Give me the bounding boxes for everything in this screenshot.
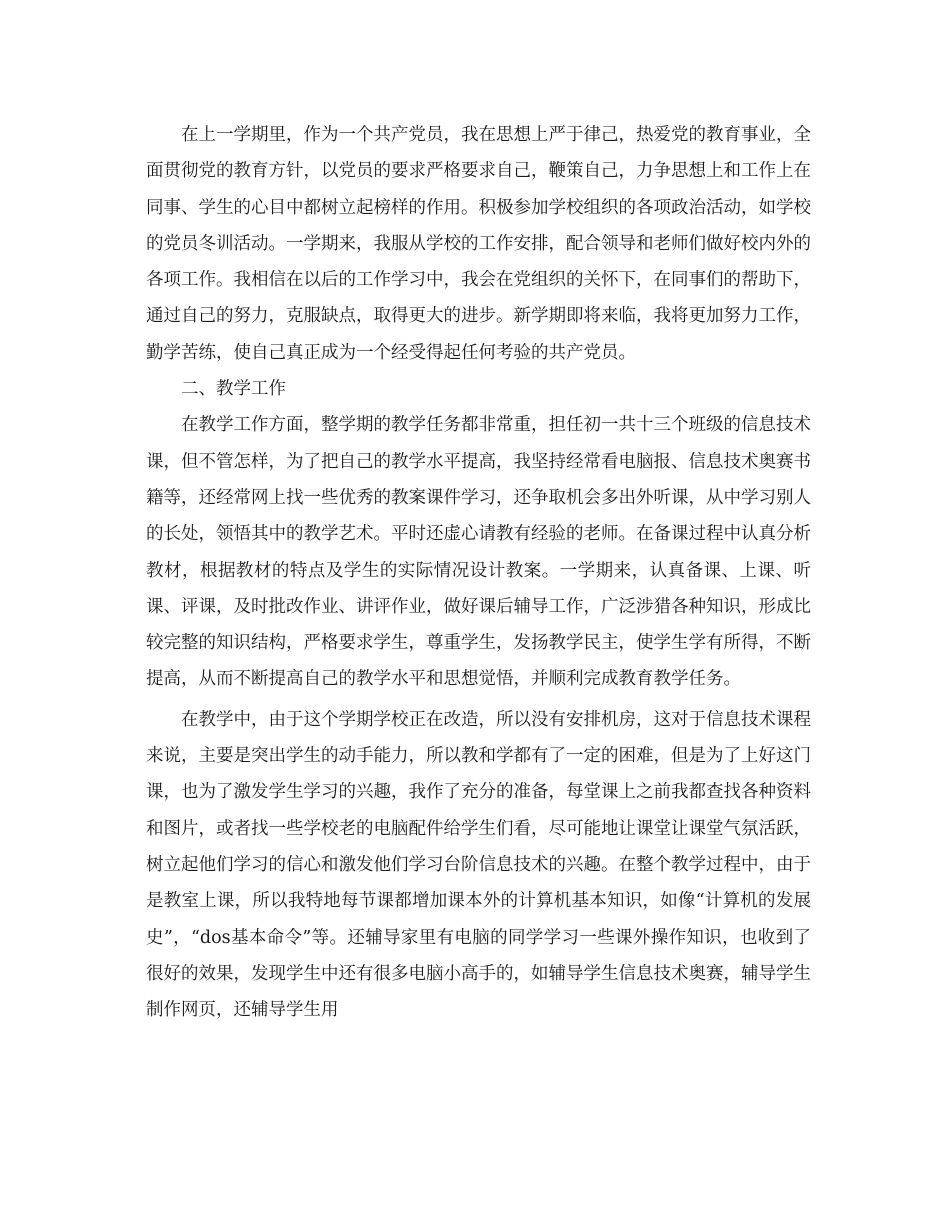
document-body [146,117,811,1028]
section-heading-teaching-work: 二、教学工作 [181,379,286,400]
paragraph-party-member: 在上一学期里，作为一个共产党员，我在思想上严于律己，热爱党的教育事业，全面贯彻党的教育方针，以党员的要求严格要求自己，鞭策自己，力争思想上和工作上在同事、学生的心目中都树立起榜样的作用。积极参加学校组织的各项政治活动，如学校的党员冬训活动。一学期来，我服从学校的工作安排，配合领导和老师们做好校内外的各项工作。我相信在以后的工作学习中，我会在党组织的关怀下，在同事们的帮助下，通过自己的努力，克服缺点，取得更大的进步。新学期即将来临，我将更加努力工作，勤学苦练，使自己真正成为一个经受得起任何考验的共产党员。 [146,125,811,363]
paragraph-teaching-work: 在教学工作方面，整学期的教学任务都非常重，担任初一共十三个班级的信息技术课，但不管怎样，为了把自己的教学水平提高，我坚持经常看电脑报、信息技术奥赛书籍等，还经常网上找一些优秀的教案课件学习，还争取机会多出外听课，从中学习别人的长处，领悟其中的教学艺术。平时还虚心请教有经验的老师。在备课过程中认真分析教材，根据教材的特点及学生的实际情况设计教案。一学期来，认真备课、上课、听课、评课，及时批改作业、讲评作业，做好课后辅导工作，广泛涉猎各种知识，形成比较完整的知识结构，严格要求学生，尊重学生，发扬教学民主，使学生学有所得，不断提高，从而不断提高自己的教学水平和思想觉悟，并顺利完成教育教学任务。 [146,415,811,690]
paragraph-classroom-teaching: 在教学中，由于这个学期学校正在改造，所以没有安排机房，这对于信息技术课程来说，主要是突出学生的动手能力，所以教和学都有了一定的困难，但是为了上好这门课，也为了激发学生学习的兴趣，我作了充分的准备，每堂课上之前我都查找各种资料和图片，或者找一些学校老的电脑配件给学生们看，尽可能地让课堂让课堂气氛活跃，树立起他们学习的信心和激发他们学习台阶信息技术的兴趣。在整个教学过程中，由于是教室上课，所以我特地每节课都增加课本外的计算机基本知识，如像“计算机的发展史”，“dos基本命令”等。还辅导家里有电脑的同学学习一些课外操作知识，也收到了很好的效果，发现学生中还有很多电脑小高手的，如辅导学生信息技术奥赛，辅导学生制作网页，还辅导学生用 [146,709,811,1021]
